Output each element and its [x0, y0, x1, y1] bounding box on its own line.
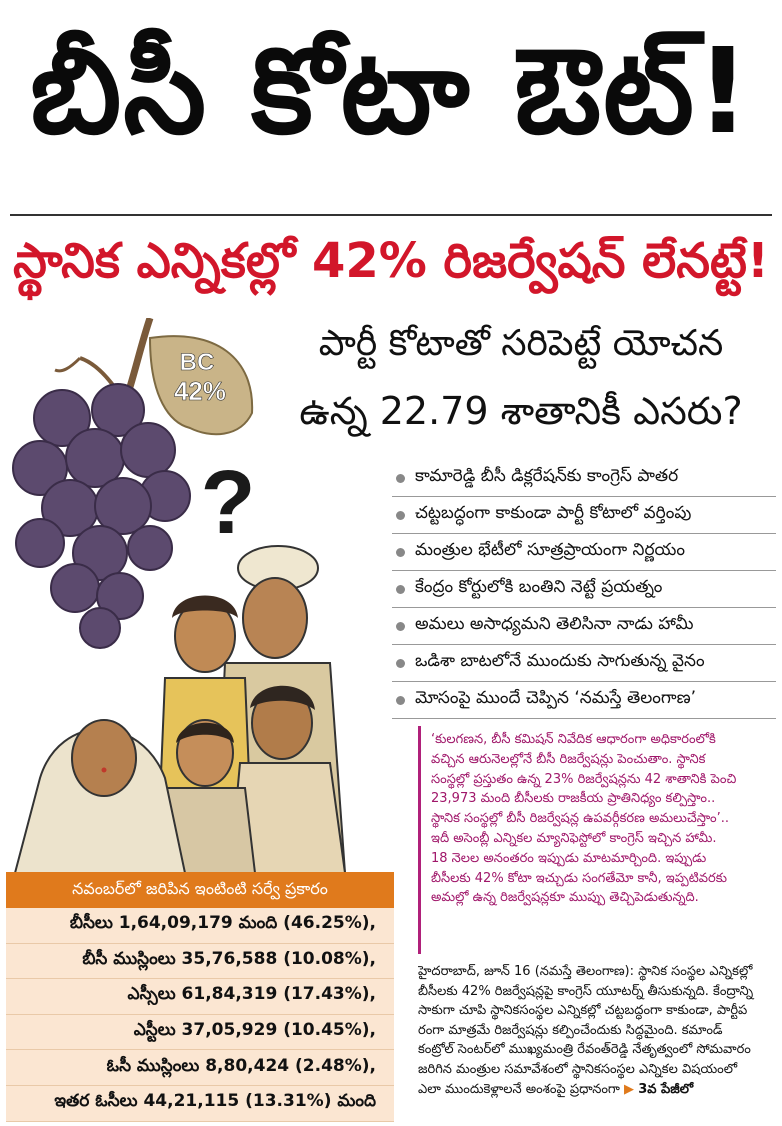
illustration-grapes-family	[0, 318, 400, 873]
deck-line-1: పార్టీ కోటాతో సరిపెట్టే యోచన	[318, 323, 724, 364]
survey-row: ఇతర ఓసీలు 44,21,115 (13.31%) మంది	[6, 1086, 394, 1122]
quote-line: స్థానిక సంస్థల్లో బీసీ రిజర్వేషన్ల ఉపవర్గీకరణ అమలుచేస్తాం’..	[431, 811, 730, 827]
quote-line: అమల్లో ఉన్న రిజర్వేషన్లకూ ముప్పు తెచ్చిపెడుతున్నది.	[431, 890, 699, 906]
manifesto-quote-box	[418, 726, 778, 954]
quote-line: బీసీలకు 42% కోటా ఇచ్చుడు సంగతేమో కానీ, ఇప్పటివరకు	[431, 870, 727, 886]
body-line: హైదరాబాద్, జూన్ 16 (నమస్తే తెలంగాణ): స్థానిక సంస్థల ఎన్నికల్లో	[418, 964, 753, 979]
quote-line: సంస్థల్లో ప్రస్తుతం ఉన్న 23% రిజర్వేషన్లను 42 శాతానికి పెంచి	[431, 771, 737, 787]
key-point	[392, 571, 776, 608]
bullet-dot-icon	[396, 659, 405, 668]
quote-line: 23,973 మంది బీసీలకు రాజకీయ ప్రాతినిధ్యం కల్పిస్తాం..	[431, 791, 716, 807]
headline-divider	[10, 214, 772, 216]
badge-line-1: BC	[179, 349, 215, 376]
headline: బీసీ కోటా ఔట్!	[30, 21, 752, 160]
survey-row: ఓసీ ముస్లింలు 8,80,424 (2.48%),	[6, 1050, 394, 1086]
grape-cluster	[13, 384, 190, 648]
badge-line-2: 42%	[173, 376, 227, 406]
body-line: కంట్రోల్ సెంటర్‌లో ముఖ్యమంత్రి రేవంత్‌రెడ్డి నేతృత్వంలో సోమవారం	[418, 1042, 751, 1058]
bc-leaf-tag	[150, 336, 252, 434]
bullet-dot-icon	[396, 474, 405, 483]
key-point-text: మంత్రుల భేటీలో సూత్రప్రాయంగా నిర్ణయం	[415, 540, 686, 560]
survey-statistics-box	[6, 872, 394, 1122]
quote-line: ‘కులగణన, బీసీ కమిషన్ నివేదిక ఆధారంగా అధికారంలోకి	[431, 732, 716, 747]
body-line-last	[418, 1080, 778, 1100]
article-body	[418, 962, 778, 1122]
key-point-text: చట్టబద్ధంగా కాకుండా పార్టీ కోటాలో వర్తింపు	[415, 503, 692, 523]
key-point	[392, 645, 776, 682]
continued-page-link[interactable]: 3వ పేజీలో	[638, 1081, 694, 1097]
key-point-text: అమలు అసాధ్యమని తెలిసినా నాడు హామీ	[415, 614, 694, 634]
key-point	[392, 608, 776, 645]
subheadline: స్థానిక ఎన్నికల్లో 42% రిజర్వేషన్ లేనట్టే!	[13, 233, 769, 289]
key-point-text: కేంద్రం కోర్టులోకి బంతిని నెట్టే ప్రయత్నం	[415, 577, 663, 597]
bullet-dot-icon	[396, 696, 405, 705]
body-last-text: ఎలా ముందుకెళ్లాలనే అంశంపై ప్రధానంగా	[418, 1081, 620, 1097]
body-line: రంగా మాత్రమే రిజర్వేషన్లు కల్పించేందుకు సిద్ధమైంది. కమాండ్	[418, 1022, 723, 1038]
key-point	[392, 682, 776, 719]
quote-line: 18 నెలల అనంతరం ఇప్పుడు మాటమార్చింది. ఇప్పుడు	[431, 850, 707, 866]
key-point	[392, 497, 776, 534]
deck-line-2: ఉన్న 22.79 శాతానికీ ఎసరు?	[299, 389, 743, 433]
key-point-text: మోసంపై ముందే చెప్పిన ‘నమస్తే తెలంగాణ’	[415, 688, 697, 708]
survey-row: ఎస్టీలు 37,05,929 (10.45%),	[6, 1015, 394, 1051]
quote-line: ఇదీ అసెంబ్లీ ఎన్నికల మ్యానిఫెస్టోలో కాంగ్రెస్ ఇచ్చిన హామీ.	[431, 830, 717, 846]
continued-arrow-icon: ▶	[624, 1081, 635, 1097]
key-point	[392, 534, 776, 571]
body-line: బీసీలకు 42% రిజర్వేషన్లపై కాంగ్రెస్ యూటర్న్ తీసుకున్నది. కేంద్రాన్ని	[418, 983, 754, 999]
key-point-text: ఒడిశా బాటలోనే ముందుకు సాగుతున్న వైనం	[415, 651, 705, 671]
body-line: సాకుగా చూపి స్థానికసంస్థల ఎన్నికల్లో చట్టబద్ధంగా కాకుండా, పార్టీప	[418, 1003, 748, 1019]
quote-line: వచ్చిన ఆరునెలల్లోనే బీసీ రిజర్వేషన్లు పెంచుతాం. స్థానిక	[431, 751, 706, 767]
question-mark-icon: ?	[200, 453, 256, 553]
survey-header: నవంబర్‌లో జరిపిన ఇంటింటి సర్వే ప్రకారం	[6, 872, 394, 908]
survey-row: ఎస్సీలు 61,84,319 (17.43%),	[6, 979, 394, 1015]
bullet-dot-icon	[396, 585, 405, 594]
survey-row: బీసీ ముస్లింలు 35,76,588 (10.08%),	[6, 944, 394, 980]
survey-row: బీసీలు 1,64,09,179 మంది (46.25%),	[6, 908, 394, 944]
key-points-list	[392, 460, 776, 719]
key-point	[392, 460, 776, 497]
key-point-text: కామారెడ్డి బీసీ డిక్లరేషన్‌కు కాంగ్రెస్ పాతర	[415, 466, 679, 486]
bullet-dot-icon	[396, 548, 405, 557]
bullet-dot-icon	[396, 622, 405, 631]
bullet-dot-icon	[396, 511, 405, 520]
body-line: జరిగిన మంత్రుల సమావేశంలో స్థానికసంస్థల ఎన్నికల విషయంలో	[418, 1061, 738, 1077]
